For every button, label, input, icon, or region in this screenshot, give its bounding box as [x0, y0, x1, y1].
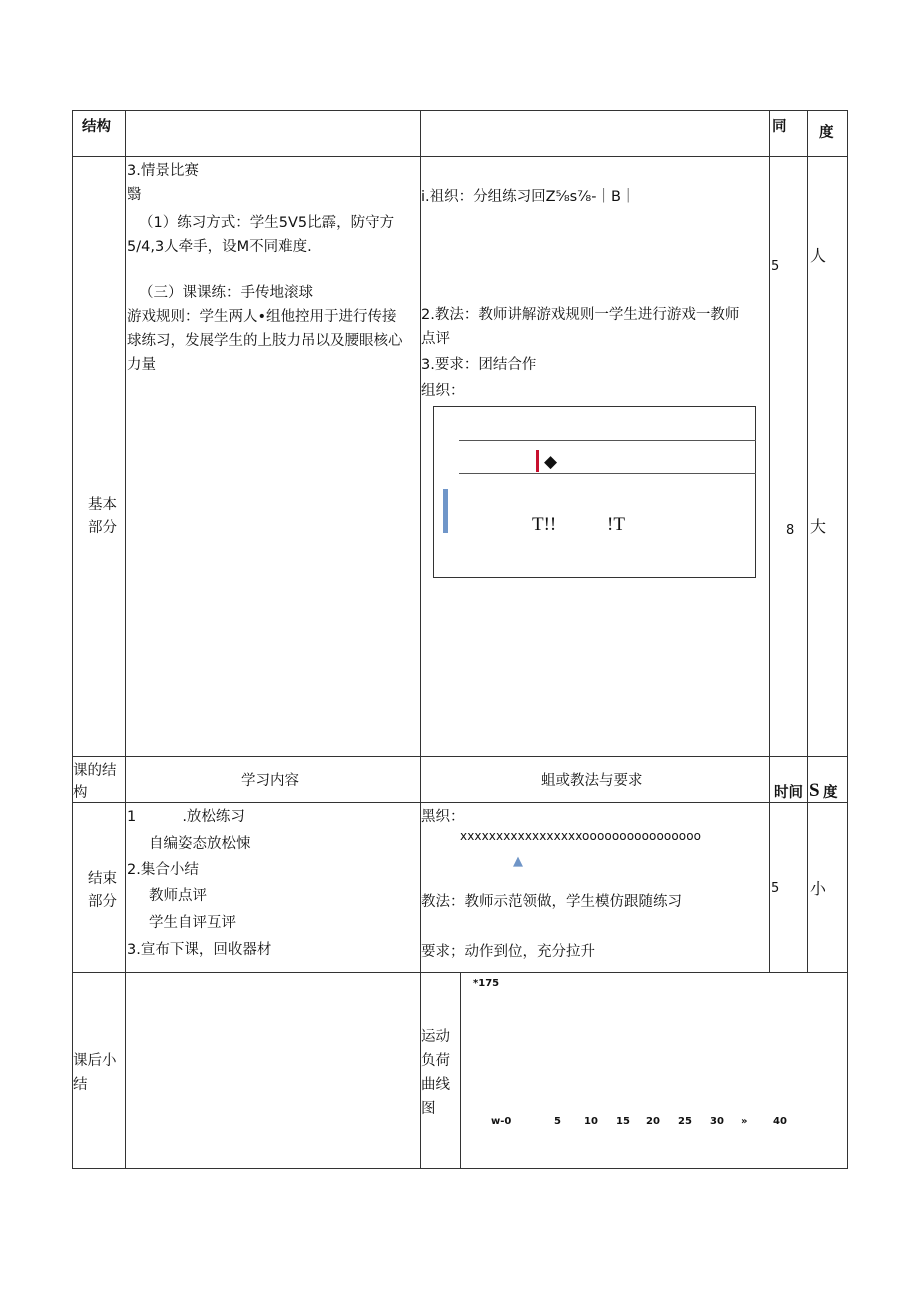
- basic-intensity-1: 人: [810, 246, 827, 265]
- x-tick-label: 20: [646, 1116, 660, 1127]
- col-divider-2: [420, 110, 421, 1169]
- basic-label-line1: 基本: [88, 497, 117, 513]
- table-top-border: [72, 110, 848, 111]
- basic-label-line2: 部分: [88, 520, 117, 536]
- basic-method-line: i.祖织：分组练习回Z⅝s⅞-｜B｜: [421, 189, 636, 205]
- diamond-marker: ◆: [544, 452, 558, 472]
- basic-time-2: 8: [786, 523, 795, 538]
- basic-content-line: （1）练习方式：学生5V5比霹，防守方: [139, 215, 395, 231]
- row-divider-midheader: [72, 802, 848, 803]
- end-content-line: 教师点评: [149, 888, 207, 904]
- end-method-line: 要求；动作到位，充分拉升: [421, 944, 595, 960]
- load-curve-chart: [461, 973, 847, 1168]
- basic-content-line: 力量: [127, 357, 156, 373]
- x-tick-label: w-0: [491, 1116, 512, 1127]
- end-content-line: 3.宣布下课，回收器材: [127, 942, 272, 958]
- basic-content-line: 游戏规则：学生两人•组他控用于进行传接: [127, 309, 397, 325]
- basic-time-1: 5: [771, 259, 780, 274]
- end-intensity: 小: [810, 879, 827, 898]
- row-divider-header: [72, 156, 848, 157]
- curve-label-line: 负荷: [421, 1053, 450, 1069]
- x-tick-label: 25: [678, 1116, 692, 1127]
- organization-diagram: [433, 406, 756, 578]
- header-structure: 结构: [82, 119, 111, 135]
- end-content-line: 1 .放松练习: [127, 809, 245, 825]
- curve-label-line: 运动: [421, 1029, 450, 1045]
- basic-content-line: （三）课课练：手传地滚球: [139, 285, 313, 301]
- mid-method-header: 蛆或教法与要求: [541, 773, 643, 789]
- basic-method-line: 组织：: [421, 383, 465, 399]
- end-time: 5: [771, 881, 780, 896]
- summary-label-line1: 课后小: [73, 1053, 117, 1069]
- court-line: [459, 440, 756, 441]
- end-method-line: 教法：教师示范领做，学生模仿跟随练习: [421, 894, 682, 910]
- summary-label-line2: 结: [73, 1077, 88, 1093]
- mid-structure-line2: 构: [73, 785, 88, 801]
- mid-content-header: 学习内容: [241, 773, 299, 789]
- triangle-marker: ▲: [513, 854, 523, 869]
- basic-content-line: 球练习，发展学生的上肢力吊以及腰眼核心: [127, 333, 403, 349]
- end-method-line: 黑织：: [421, 809, 465, 825]
- basic-method-line: 点评: [421, 331, 450, 347]
- end-content-line: 2.集合小结: [127, 862, 199, 878]
- y-tick-label: *175: [473, 978, 500, 989]
- x-tick-label: 15: [616, 1116, 630, 1127]
- basic-intensity-2: 大: [810, 517, 827, 536]
- basic-method-line: 2.教法：教师讲解游戏规则一学生进行游戏一教师: [421, 307, 740, 323]
- x-tick-label: 10: [584, 1116, 598, 1127]
- row-divider-basic: [72, 756, 848, 757]
- x-tick-label: 30: [710, 1116, 724, 1127]
- header-time: 同: [772, 119, 787, 135]
- formation-line: xxxxxxxxxxxxxxxxxoooooooooooooooo: [460, 829, 702, 843]
- table-left-border: [72, 110, 73, 1169]
- end-content-line: 学生自评互评: [149, 915, 236, 931]
- end-label-line1: 结束: [88, 871, 117, 887]
- col-divider-1: [125, 110, 126, 1169]
- mid-intensity-header: 度: [823, 785, 838, 801]
- team-label-right: !T: [607, 514, 625, 535]
- mid-intensity-s: S: [809, 780, 820, 801]
- header-intensity: 度: [819, 125, 834, 141]
- x-tick-label: 5: [554, 1116, 561, 1127]
- basic-content-line: 5/4,3人牵手，设M不同难度.: [127, 239, 312, 255]
- blue-marker: [443, 489, 448, 533]
- red-marker: [536, 450, 539, 472]
- col-divider-4: [807, 110, 808, 973]
- x-tick-label: »: [741, 1116, 748, 1127]
- curve-label-line: 图: [421, 1101, 436, 1117]
- end-label-line2: 部分: [88, 894, 117, 910]
- mid-time-header: 时间: [774, 785, 803, 801]
- mid-structure-line1: 课的结: [73, 763, 117, 779]
- table-right-border: [847, 110, 848, 1169]
- basic-content-line: 翳: [127, 187, 142, 203]
- col-divider-3: [769, 110, 770, 973]
- basic-content-line: 3.情景比赛: [127, 163, 199, 179]
- end-content-line: 自编姿态放松悚: [149, 836, 251, 852]
- x-tick-label: 40: [773, 1116, 787, 1127]
- basic-method-line: 3.要求：团结合作: [421, 357, 537, 373]
- court-line: [459, 473, 756, 474]
- curve-label-line: 曲线: [421, 1077, 450, 1093]
- team-label-left: T!!: [532, 514, 557, 535]
